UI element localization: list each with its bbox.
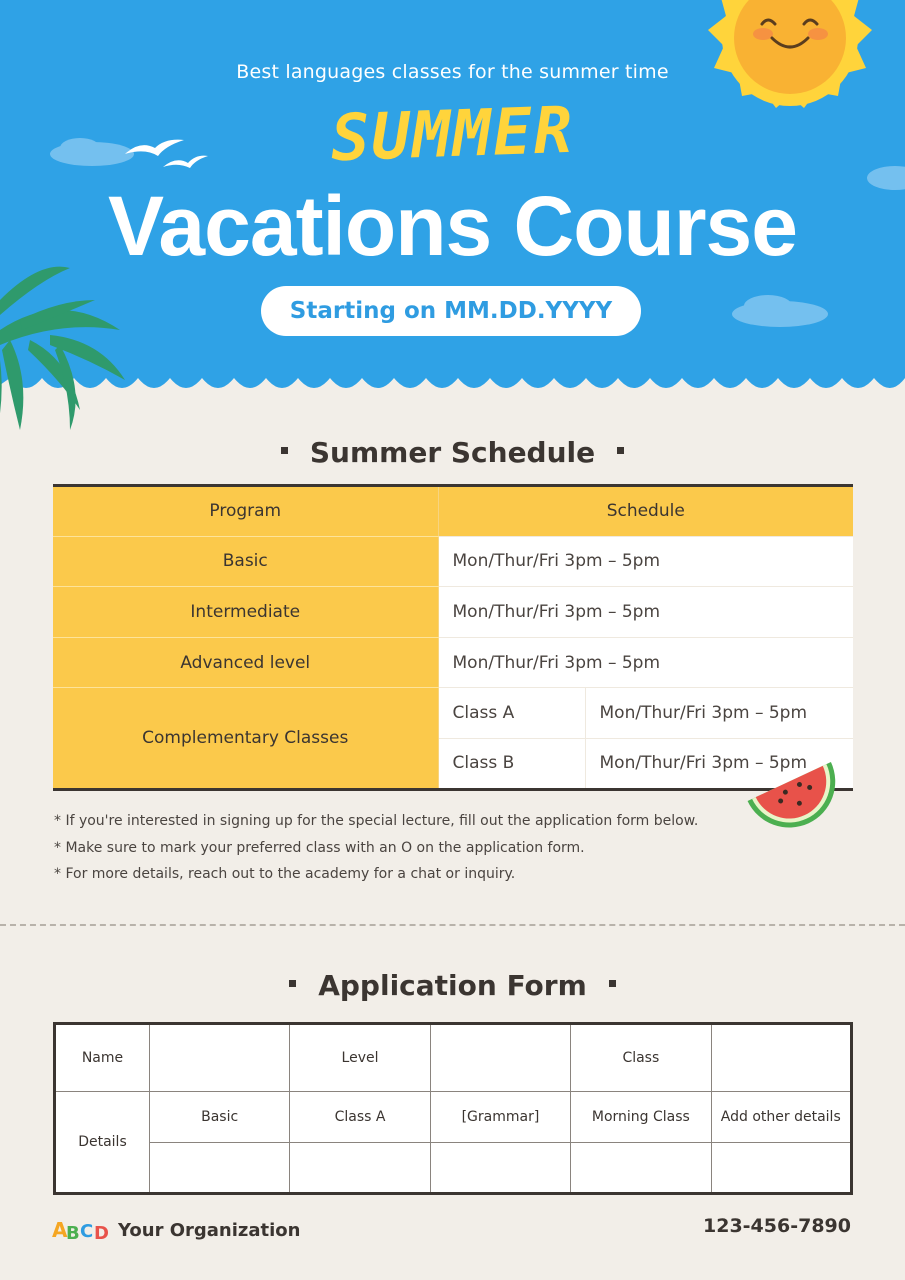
- svg-text:C: C: [80, 1221, 94, 1242]
- table-row: [53, 688, 853, 739]
- table-row: [53, 587, 853, 638]
- details-header-cell: [Grammar]: [430, 1092, 570, 1143]
- organization: [52, 1215, 300, 1245]
- form-section-title: Application Form: [0, 969, 905, 1002]
- details-entry-field[interactable]: [149, 1143, 289, 1194]
- schedule-table: [53, 484, 853, 791]
- application-form-table: [53, 1022, 853, 1195]
- schedule-cell: Mon/Thur/Fri 3pm – 5pm: [438, 587, 853, 638]
- schedule-cell: Mon/Thur/Fri 3pm – 5pm: [585, 688, 853, 739]
- column-header: Program: [53, 486, 438, 537]
- details-header-cell: Add other details: [711, 1092, 851, 1143]
- schedule-section-title: Summer Schedule: [0, 436, 905, 469]
- class-name-cell: Class A: [438, 688, 585, 739]
- details-entry-field[interactable]: [290, 1143, 430, 1194]
- bullet-icon: [609, 980, 616, 987]
- table-row: [55, 1092, 852, 1143]
- watermelon-icon: [744, 760, 848, 832]
- note-line: * For more details, reach out to the academy for a chat or inquiry.: [54, 866, 516, 882]
- divider: [0, 924, 905, 926]
- table-row: [53, 536, 853, 587]
- note-line: * Make sure to mark your preferred class with an O on the application form.: [54, 839, 585, 856]
- summer-word: SUMMER: [329, 93, 576, 177]
- class-label: Class: [571, 1024, 711, 1092]
- note-line: * If you're interested in signing up for the special lecture, fill out the application form below.: [54, 813, 699, 829]
- level-field[interactable]: [430, 1024, 570, 1092]
- hero-banner: [0, 0, 905, 440]
- program-cell: Complementary Classes: [53, 688, 438, 789]
- table-row: [55, 1143, 852, 1194]
- name-field[interactable]: [149, 1024, 289, 1092]
- phone-number: 123-456-7890: [703, 1215, 851, 1237]
- details-entry-field[interactable]: [430, 1143, 570, 1194]
- bullet-icon: [617, 447, 624, 454]
- details-header-cell: Class A: [290, 1092, 430, 1143]
- table-row: [55, 1024, 852, 1092]
- schedule-notes: [54, 808, 698, 888]
- schedule-cell: Mon/Thur/Fri 3pm – 5pm: [438, 637, 853, 688]
- class-field[interactable]: [711, 1024, 851, 1092]
- schedule-cell: Mon/Thur/Fri 3pm – 5pm: [585, 738, 853, 789]
- schedule-cell: Mon/Thur/Fri 3pm – 5pm: [438, 536, 853, 587]
- level-label: Level: [290, 1024, 430, 1092]
- abcd-logo: [52, 1215, 110, 1245]
- details-label: Details: [55, 1092, 150, 1194]
- table-header-row: [53, 486, 853, 537]
- bullet-icon: [289, 980, 296, 987]
- svg-text:A: A: [52, 1218, 68, 1242]
- class-name-cell: Class B: [438, 738, 585, 789]
- hero-subtitle: Best languages classes for the summer time: [236, 61, 669, 83]
- program-cell: Intermediate: [53, 587, 438, 638]
- organization-name: Your Organization: [118, 1219, 301, 1241]
- svg-text:D: D: [94, 1223, 109, 1244]
- page-title: Vacations Course: [108, 179, 797, 273]
- program-cell: Advanced level: [53, 637, 438, 688]
- svg-text:B: B: [66, 1223, 80, 1244]
- bullet-icon: [281, 447, 288, 454]
- details-header-cell: Morning Class: [571, 1092, 711, 1143]
- details-header-cell: Basic: [149, 1092, 289, 1143]
- name-label: Name: [55, 1024, 150, 1092]
- details-entry-field[interactable]: [571, 1143, 711, 1194]
- program-cell: Basic: [53, 536, 438, 587]
- table-row: [53, 637, 853, 688]
- details-entry-field[interactable]: [711, 1143, 851, 1194]
- start-date-badge: Starting on MM.DD.YYYY: [261, 286, 641, 336]
- column-header: Schedule: [438, 486, 853, 537]
